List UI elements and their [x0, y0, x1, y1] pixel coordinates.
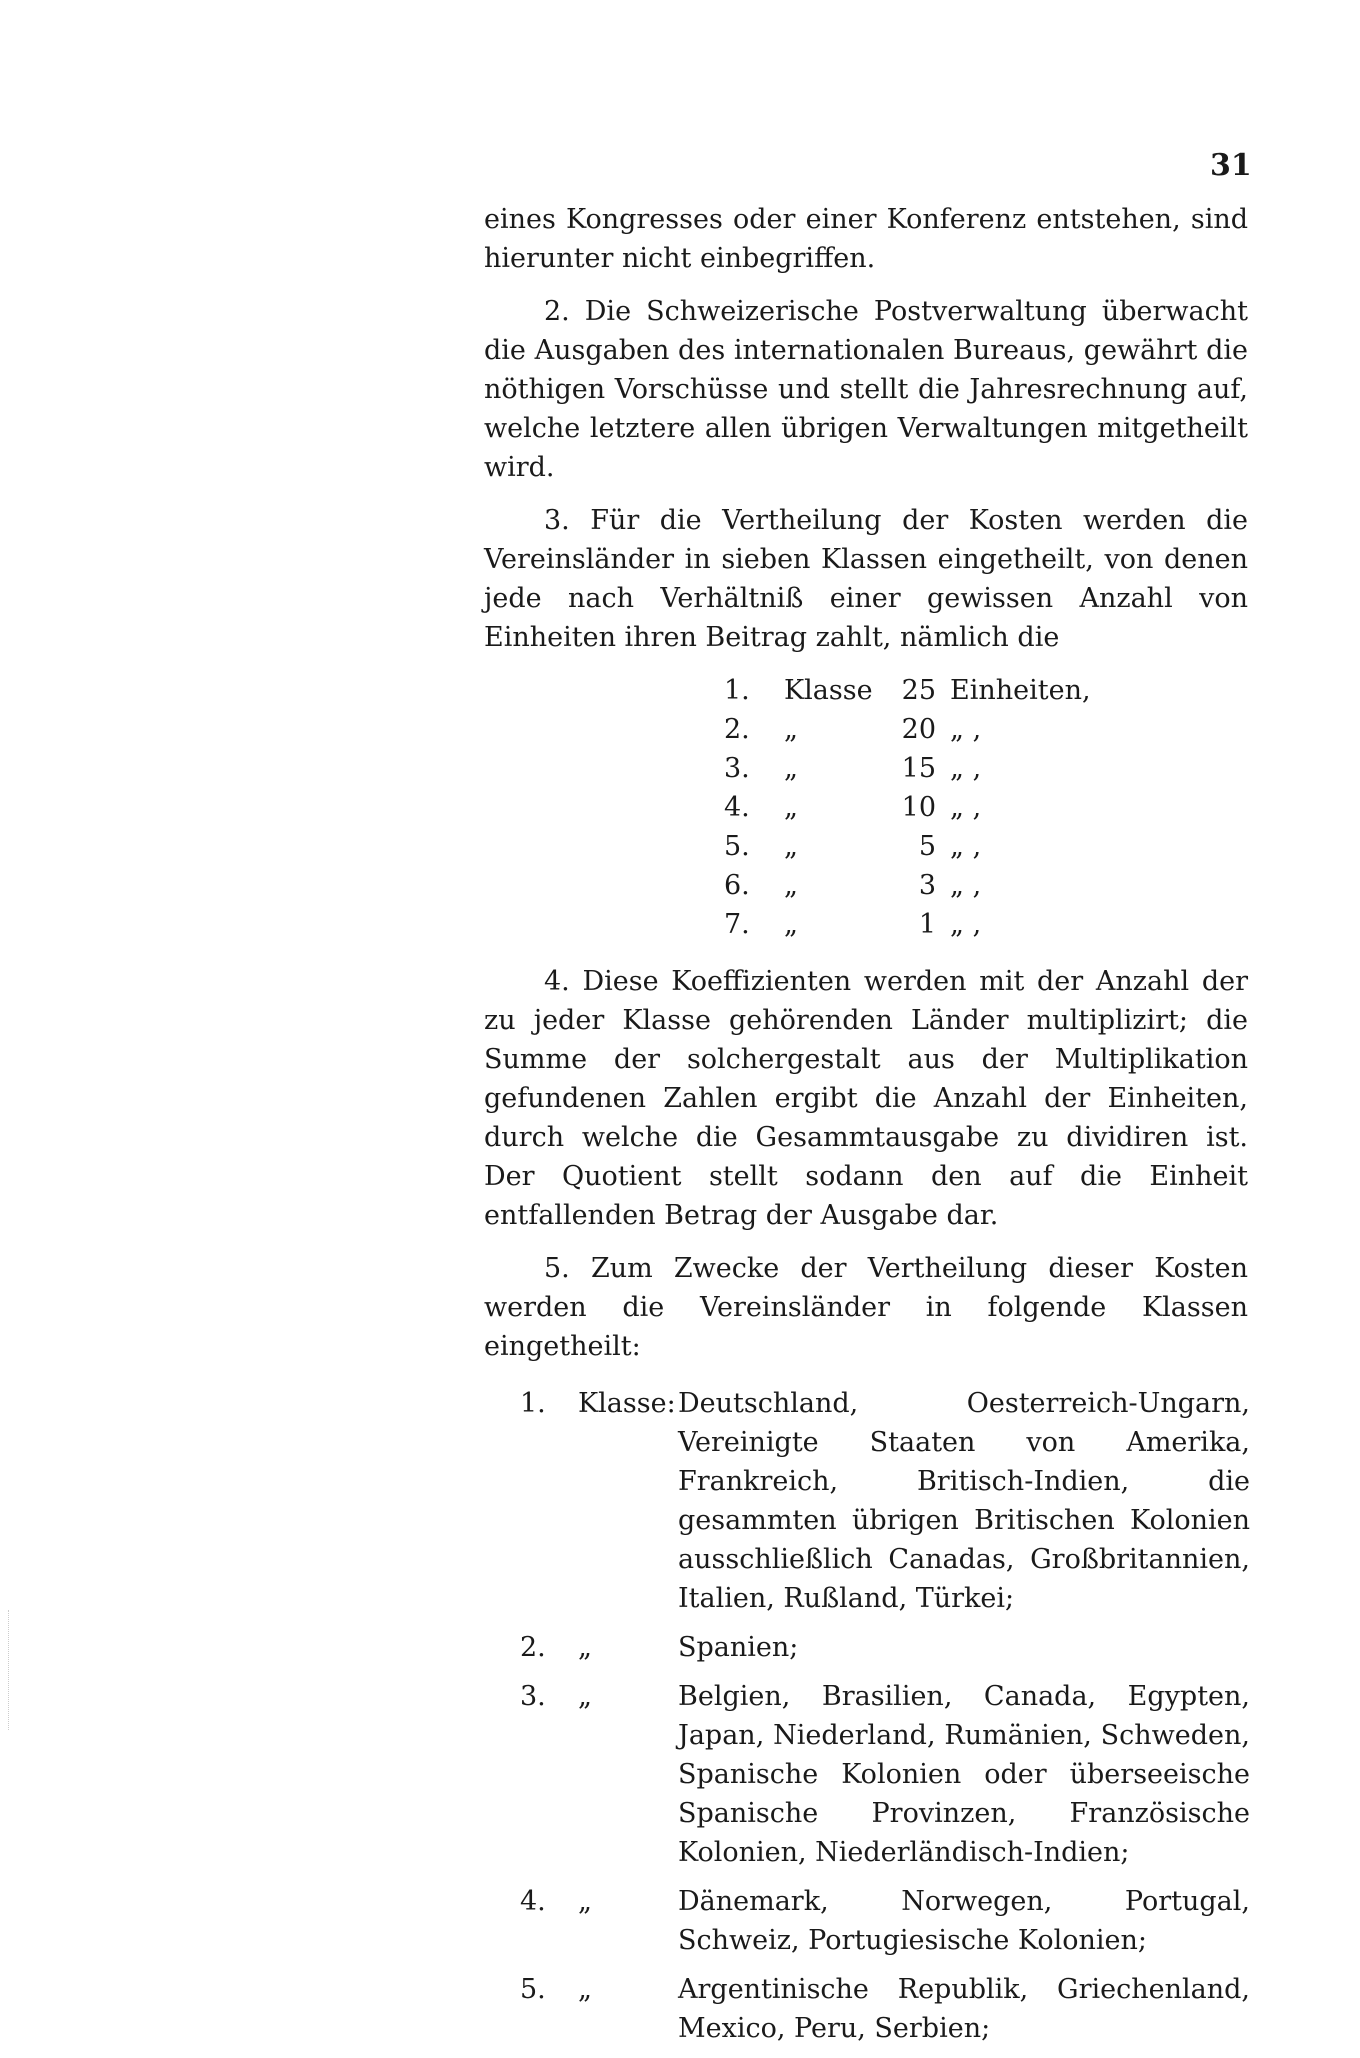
class-countries: Belgien, Brasilien, Canada, Egypten, Japan, Niederland, Rumänien, Schweden, Spanische Kolonien oder überseeische Spanische Provinzen, Französische Kolonien, Niederländisch-Indien; — [678, 1681, 1250, 1868]
units-row — [724, 905, 1120, 944]
units-unit-word: „ , — [950, 714, 982, 745]
class-number: 1. — [520, 1388, 546, 1419]
class-countries: Spanien; — [678, 1632, 799, 1663]
units-unit-word: „ , — [950, 909, 982, 940]
body-text — [484, 200, 1248, 2058]
class-countries: Dänemark, Norwegen, Portugal, Schweiz, Portugiesische Kolonien; — [678, 1886, 1250, 1956]
class-countries: Deutschland, Oesterreich-Ungarn, Vereinigte Staaten von Amerika, Frankreich, Britisch-Indien, die gesammten übrigen Britischen Kolonien ausschließlich Canadas, Großbritannien, Italien, Rußland, Türkei; — [678, 1388, 1250, 1614]
units-table — [724, 671, 1120, 944]
class-word: „ — [578, 1681, 592, 1712]
units-unit-word: Einheiten, — [950, 675, 1091, 706]
units-row — [724, 788, 1120, 827]
class-number: 2. — [520, 1632, 546, 1663]
country-classes-table — [520, 1384, 1250, 2058]
units-count: 10 — [901, 792, 936, 823]
class-row — [520, 1882, 1250, 1970]
units-row — [724, 866, 1120, 905]
units-count: 25 — [901, 675, 936, 706]
units-unit-word: „ , — [950, 870, 982, 901]
units-count: 3 — [918, 870, 936, 901]
class-row — [520, 1677, 1250, 1882]
class-countries: Argentinische Republik, Griechenland, Mexico, Peru, Serbien; — [678, 1974, 1250, 2044]
paragraph-4: 4. Diese Koeffizienten werden mit der Anzahl der zu jeder Klasse gehörenden Länder multiplizirt; die Summe der solchergestalt aus der Multiplikation gefundenen Zahlen ergibt die Anzahl der Einheiten, durch welche die Gesammtausgabe zu dividiren ist. Der Quotient stellt sodann den auf die Einheit entfallenden Betrag der Ausgabe dar. — [484, 966, 1248, 1231]
class-number: 5. — [520, 1974, 546, 2005]
units-class-word: „ — [784, 831, 798, 862]
units-class-word: „ — [784, 792, 798, 823]
units-count: 1 — [918, 909, 936, 940]
paragraph-2: 2. Die Schweizerische Postverwaltung überwacht die Ausgaben des internationalen Bureaus, gewährt die nöthigen Vorschüsse und stellt die Jahresrechnung auf, welche letztere allen übrigen Verwaltungen mitgetheilt wird. — [484, 296, 1248, 483]
units-unit-word: „ , — [950, 831, 982, 862]
units-unit-word: „ , — [950, 753, 982, 784]
scan-margin-artifact — [8, 1610, 19, 1730]
paragraph-3: 3. Für die Vertheilung der Kosten werden die Vereinsländer in sieben Klassen eingetheilt, von denen jede nach Verhältniß einer gewissen Anzahl von Einheiten ihren Beitrag zahlt, nämlich die — [484, 505, 1248, 653]
units-class-number: 1. — [724, 675, 750, 706]
units-class-number: 7. — [724, 909, 750, 940]
class-word: „ — [578, 1632, 592, 1663]
units-class-word: Klasse — [784, 675, 873, 706]
units-row — [724, 710, 1120, 749]
class-word: Klasse: — [578, 1388, 676, 1419]
paragraph-continuation: eines Kongresses oder einer Konferenz entstehen, sind hierunter nicht einbegriffen. — [484, 204, 1248, 274]
units-row — [724, 749, 1120, 788]
units-unit-word: „ , — [950, 792, 982, 823]
units-class-word: „ — [784, 870, 798, 901]
class-row — [520, 1384, 1250, 1628]
units-class-number: 6. — [724, 870, 750, 901]
class-word: „ — [578, 1974, 592, 2005]
units-class-word: „ — [784, 753, 798, 784]
paragraph-5: 5. Zum Zwecke der Vertheilung dieser Kosten werden die Vereinsländer in folgende Klassen eingetheilt: — [484, 1253, 1248, 1362]
units-class-number: 4. — [724, 792, 750, 823]
units-class-word: „ — [784, 909, 798, 940]
units-class-word: „ — [784, 714, 798, 745]
units-class-number: 3. — [724, 753, 750, 784]
class-row — [520, 1628, 1250, 1677]
page-number: 31 — [1210, 148, 1252, 183]
class-word: „ — [578, 1886, 592, 1917]
units-class-number: 2. — [724, 714, 750, 745]
class-number: 4. — [520, 1886, 546, 1917]
units-count: 15 — [901, 753, 936, 784]
units-count: 20 — [901, 714, 936, 745]
units-row — [724, 827, 1120, 866]
units-class-number: 5. — [724, 831, 750, 862]
units-count: 5 — [918, 831, 936, 862]
class-row — [520, 1970, 1250, 2058]
units-row — [724, 671, 1120, 710]
class-number: 3. — [520, 1681, 546, 1712]
